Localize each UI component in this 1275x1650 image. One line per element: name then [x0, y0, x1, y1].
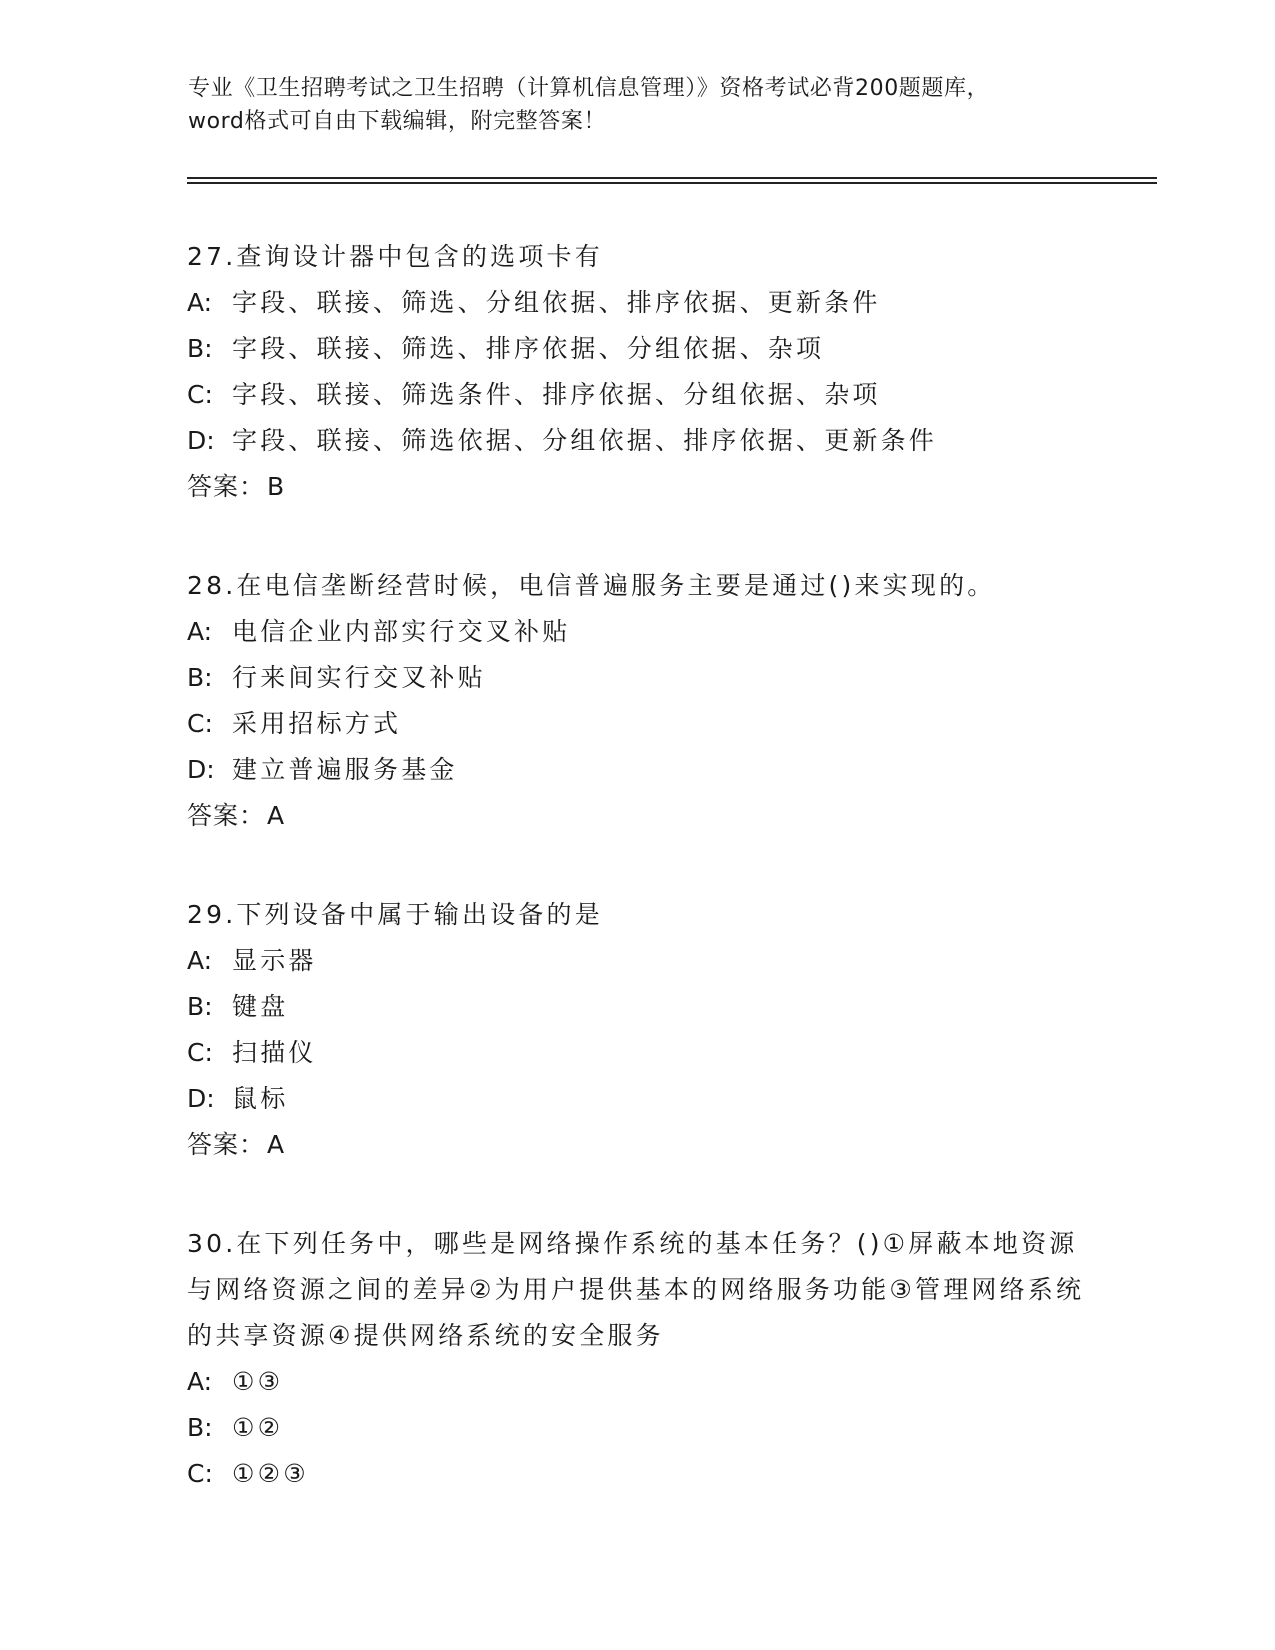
- option-a: [187, 1359, 1087, 1405]
- option-letter: B:: [187, 992, 213, 1021]
- option-a: [187, 609, 1087, 655]
- question-28: [187, 563, 1087, 839]
- option-text: 字段、联接、筛选、分组依据、排序依据、更新条件: [232, 288, 881, 317]
- option-letter: C:: [187, 1459, 213, 1488]
- option-text: 键盘: [232, 992, 289, 1021]
- option-letter: D:: [187, 755, 215, 784]
- header-line-1: 专业《卫生招聘考试之卫生招聘（计算机信息管理）》资格考试必背200题题库，: [188, 76, 990, 101]
- question-29: [187, 892, 1087, 1168]
- option-letter: B:: [187, 1413, 213, 1442]
- option-a: [187, 280, 1087, 326]
- question-27: [187, 234, 1087, 510]
- option-letter: A:: [187, 1367, 213, 1396]
- option-d: [187, 1076, 1087, 1122]
- question-stem: 27.查询设计器中包含的选项卡有: [187, 242, 603, 271]
- option-text: 扫描仪: [232, 1038, 317, 1067]
- answer-label: 答案：: [187, 801, 266, 830]
- option-letter: C:: [187, 1038, 213, 1067]
- option-text: ①②③: [232, 1459, 309, 1488]
- option-text: 电信企业内部实行交叉补贴: [232, 617, 571, 646]
- answer-label: 答案：: [187, 1130, 266, 1159]
- answer: [187, 793, 1087, 839]
- option-text: 采用招标方式: [232, 709, 402, 738]
- option-text: 显示器: [232, 946, 317, 975]
- answer-value: A: [267, 1130, 285, 1159]
- option-c: [187, 701, 1087, 747]
- option-b: [187, 326, 1087, 372]
- option-b: [187, 1405, 1087, 1451]
- option-text: 鼠标: [232, 1084, 289, 1113]
- option-letter: C:: [187, 380, 213, 409]
- document-header: [188, 72, 1088, 138]
- option-text: 建立普遍服务基金: [232, 755, 458, 784]
- answer-label: 答案：: [187, 472, 266, 501]
- option-d: [187, 418, 1087, 464]
- answer: [187, 1122, 1087, 1168]
- question-list: [187, 234, 1087, 1550]
- header-divider-top: [187, 177, 1157, 179]
- option-text: 字段、联接、筛选依据、分组依据、排序依据、更新条件: [232, 426, 938, 455]
- option-a: [187, 938, 1087, 984]
- option-b: [187, 655, 1087, 701]
- option-letter: C:: [187, 709, 213, 738]
- option-letter: A:: [187, 617, 213, 646]
- option-text: ①②: [232, 1413, 284, 1442]
- option-c: [187, 372, 1087, 418]
- option-letter: A:: [187, 946, 213, 975]
- question-stem: 28.在电信垄断经营时候，电信普遍服务主要是通过()来实现的。: [187, 571, 996, 600]
- answer: [187, 464, 1087, 510]
- option-text: 行来间实行交叉补贴: [232, 663, 486, 692]
- option-letter: A:: [187, 288, 213, 317]
- question-stem: 29.下列设备中属于输出设备的是: [187, 900, 603, 929]
- answer-value: A: [267, 801, 285, 830]
- option-d: [187, 747, 1087, 793]
- option-letter: B:: [187, 663, 213, 692]
- option-letter: D:: [187, 426, 215, 455]
- option-b: [187, 984, 1087, 1030]
- option-letter: B:: [187, 334, 213, 363]
- option-c: [187, 1451, 1087, 1497]
- option-text: ①③: [232, 1367, 284, 1396]
- option-letter: D:: [187, 1084, 215, 1113]
- option-c: [187, 1030, 1087, 1076]
- question-stem: 30.在下列任务中，哪些是网络操作系统的基本任务？()①屏蔽本地资源与网络资源之间的差异②为用户提供基本的网络服务功能③管理网络系统的共享资源④提供网络系统的安全服务: [187, 1229, 1085, 1350]
- header-divider-bottom: [187, 182, 1157, 184]
- option-text: 字段、联接、筛选条件、排序依据、分组依据、杂项: [232, 380, 881, 409]
- header-line-2: word格式可自由下载编辑，附完整答案！: [188, 109, 607, 134]
- option-text: 字段、联接、筛选、排序依据、分组依据、杂项: [232, 334, 825, 363]
- question-30: [187, 1221, 1087, 1497]
- answer-value: B: [267, 472, 285, 501]
